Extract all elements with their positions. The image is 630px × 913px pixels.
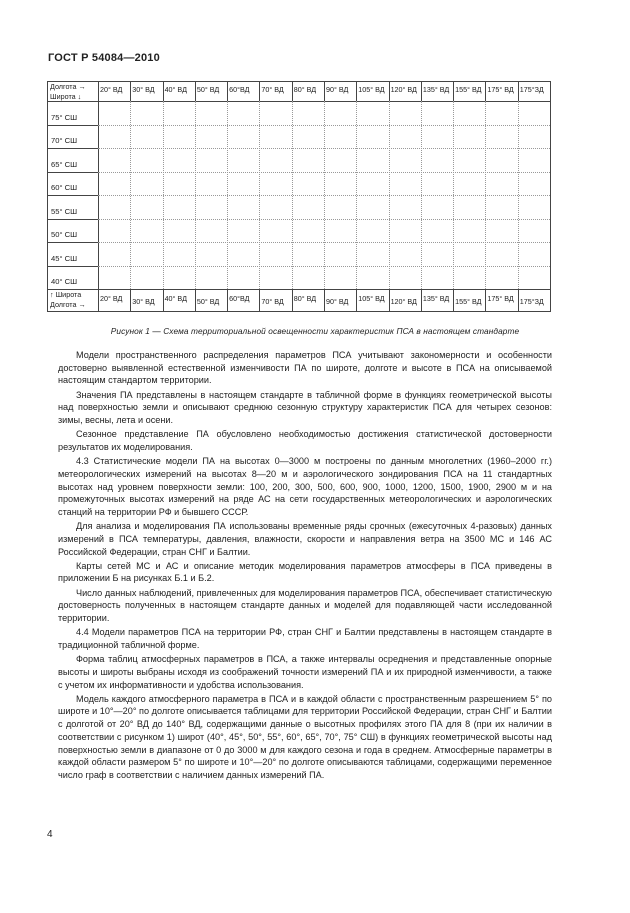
longitude-header: 90° ВД	[326, 85, 349, 94]
grid-column-divider	[356, 289, 357, 311]
grid-column-divider	[130, 289, 131, 311]
paragraph: Значения ПА представлены в настоящем стандарте в табличной форме в функциях геометрической высоты над поверхностью земли и описывают среднюю сезонную структуру характеристик ПСА для четырех сезонов: зимы, весны, лета и осени.	[58, 389, 552, 426]
grid-column-divider	[485, 289, 486, 311]
longitude-footer: 120° ВД	[390, 297, 417, 306]
longitude-header: 105° ВД	[358, 85, 385, 94]
grid-column-divider	[259, 81, 260, 101]
document-header: ГОСТ Р 54084—2010	[48, 52, 160, 64]
paragraph: 4.4 Модели параметров ПСА на территории РФ, стран СНГ и Балтии представлены в настоящем стандарте в традиционной табличной форме.	[58, 627, 552, 650]
latitude-label: 50° СШ	[51, 230, 78, 239]
longitude-footer: 20° ВД	[100, 294, 123, 303]
grid-dotted-row	[98, 148, 550, 149]
longitude-header: 60°ВД	[229, 85, 250, 94]
paragraph: 4.3 Статистические модели ПА на высотах 0—3000 м построены по данным многолетних (1960–2000 гг.) метеорологических измерений на высотах 8—20 м и аэрологического зондирования ПСА на 11 стандартных высотах над уровнем поверхности земли: 100, 200, 300, 500, 600, 900, 1000, 1200, 1500, 1900, 2900 м и на промежуточных высотах измерений на ряде АС на сети государственных метеорологических и аэрологических станций на территории РФ и бывшего СССР.	[58, 456, 552, 517]
grid-column-divider	[389, 289, 390, 311]
longitude-header: 135° ВД	[422, 85, 450, 94]
latitude-label: 70° СШ	[51, 136, 78, 145]
grid-column-divider	[421, 289, 422, 311]
longitude-header: 30° ВД	[132, 85, 155, 94]
paragraph: Карты сетей МС и АС и описание методик моделирования параметров атмосферы в ПСА приведены в приложении Б на рисунках Б.1 и Б.2.	[58, 560, 552, 584]
latitude-label: 60° СШ	[51, 183, 78, 192]
longitude-footer: 60°ВД	[229, 294, 250, 303]
longitude-footer: 30° ВД	[132, 297, 155, 306]
grid-dotted-row	[98, 172, 550, 173]
latitude-label: 75° СШ	[51, 112, 78, 122]
grid-column-divider	[453, 289, 454, 311]
longitude-footer: 155° ВД	[455, 297, 482, 306]
grid-footer-divider	[47, 289, 550, 290]
longitude-header: 120° ВД	[390, 85, 417, 94]
longitude-header: 175° ВД	[487, 85, 514, 94]
grid-column-divider	[130, 81, 131, 101]
grid-header-divider	[47, 101, 550, 102]
grid-border	[47, 311, 550, 312]
latitude-label: 45° СШ	[51, 253, 78, 263]
grid-border	[550, 81, 551, 312]
grid-border	[47, 81, 48, 311]
grid-column-divider	[259, 289, 260, 311]
grid-column-divider	[292, 81, 293, 101]
grid-dotted-row	[98, 242, 550, 243]
longitude-footer: 90° ВД	[326, 297, 349, 306]
grid-border	[47, 81, 550, 82]
latitude-label: 65° СШ	[51, 159, 78, 169]
paragraph: Модель каждого атмосферного параметра в ПСА и в каждой области с пространственным разрешением 5° по широте и 10°—20° по долготе описывается таблицами для территории Российской Федерации, стран СНГ и Балтии с долготой от 20° ВД до 140° ВД, содержащими данные о высотных профилях этого ПА для 8 (при их наличии в соответствии с рисунком 1) широт (40°, 45°, 50°, 55°, 60°, 65°, 70°, 75° СШ) в функциях геометрической высоты над поверхностью земли в диапазоне от 0 до 3000 м для каждого сезона и года в среднем. Атмосферные параметры в каждой области размером 5° по широте и 10°—20° по долготе описываются таблицами, содержащими переменное число граф в соответствии с наличием данных измерений ПА.	[58, 693, 552, 780]
grid-column-divider	[356, 81, 357, 101]
longitude-footer: 175° ВД	[487, 294, 514, 303]
longitude-header: 50° ВД	[196, 85, 220, 94]
paragraph: Модели пространственного распределения параметров ПСА учитывают закономерности и особенности достоверно выявленной естественной изменчивости ПА по широте, долготе и высоте в ПСА на описываемой настоящим стандартом территории.	[58, 350, 552, 386]
grid-row-divider	[47, 125, 98, 126]
longitude-footer: 135° ВД	[422, 294, 450, 303]
longitude-footer: 105° ВД	[358, 294, 385, 303]
grid-row-divider	[47, 172, 98, 173]
paragraph: Для анализа и моделирования ПА использованы временные ряды срочных (ежесуточных 4-разовых) данных измерений в ПСА температуры, давления, влажности, скорости и направления ветра на 3500 МС и 146 АС Российской Федерации, стран СНГ и Балтии.	[58, 521, 552, 557]
grid-row-divider	[47, 195, 98, 196]
grid-column-divider	[195, 289, 196, 311]
corner-top-label: Долгота → Широта ↓	[50, 82, 86, 101]
grid-row-divider	[47, 148, 98, 149]
longitude-footer: 50° ВД	[196, 297, 220, 306]
grid-column-divider	[163, 289, 164, 311]
grid-column-divider	[485, 81, 486, 101]
longitude-footer: 70° ВД	[261, 297, 284, 306]
grid-column-divider	[518, 289, 519, 311]
paragraph: Форма таблиц атмосферных параметров в ПСА, а также интервалы осреднения и представленные опорные высоты и широты выбраны исходя из соображений точности измерений ПА и их природной изменчивости, а также с учетом их информативности и удобства использования.	[58, 654, 552, 690]
grid-column-divider	[163, 81, 164, 101]
grid-column-divider	[518, 81, 519, 101]
longitude-header: 70° ВД	[261, 85, 284, 94]
grid-column-divider	[292, 289, 293, 311]
grid-row-divider	[47, 266, 98, 267]
longitude-header: 40° ВД	[164, 85, 187, 94]
grid-column-divider	[195, 81, 196, 101]
longitude-header: 175°ЗД	[519, 85, 544, 94]
grid-column-divider	[324, 289, 325, 311]
grid-column-divider	[227, 81, 228, 101]
grid-dotted-row	[98, 195, 550, 196]
grid-row-divider	[47, 242, 98, 243]
grid-column-divider	[98, 81, 99, 311]
grid-dotted-row	[98, 125, 550, 126]
latitude-label: 55° СШ	[51, 206, 78, 216]
grid-column-divider	[453, 81, 454, 101]
grid-dotted-row	[98, 219, 550, 220]
longitude-header: 20° ВД	[100, 85, 123, 94]
latitude-label: 40° СШ	[51, 277, 78, 286]
longitude-footer: 175°ЗД	[519, 297, 544, 306]
grid-column-divider	[389, 81, 390, 101]
longitude-header: 155° ВД	[455, 85, 482, 94]
longitude-footer: 40° ВД	[164, 294, 187, 303]
paragraph: Сезонное представление ПА обусловлено необходимостью достижения статистической достоверности результатов их моделирования.	[58, 429, 552, 452]
grid-column-divider	[421, 81, 422, 101]
grid-row-divider	[47, 219, 98, 220]
paragraph: Число данных наблюдений, привлеченных для моделирования параметров ПСА, обеспечивает статистическую достоверность полученных в настоящем стандарте данных и моделей для подавляющей части исследованной территории.	[58, 587, 552, 624]
page-number: 4	[47, 829, 53, 840]
figure-caption: Рисунок 1 — Схема территориальной освещенности характеристик ПСА в настоящем стандарте	[110, 326, 520, 336]
grid-column-divider	[227, 289, 228, 311]
grid-dotted-row	[98, 266, 550, 267]
body-text	[58, 349, 552, 783]
corner-bottom-label: ↑ Широта Долгота →	[50, 290, 86, 309]
longitude-header: 80° ВД	[293, 85, 317, 94]
territory-coverage-grid	[47, 81, 550, 311]
longitude-footer: 80° ВД	[293, 294, 317, 303]
grid-column-divider	[324, 81, 325, 101]
